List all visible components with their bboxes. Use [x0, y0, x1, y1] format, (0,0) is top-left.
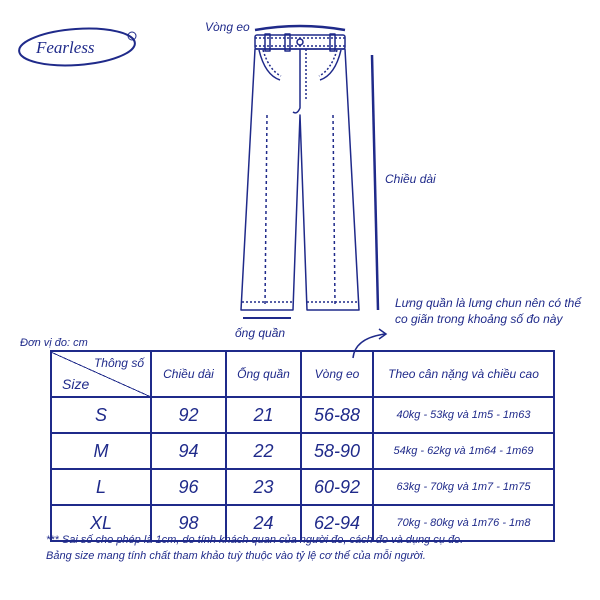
waist-cell: 60-92 — [301, 469, 373, 505]
table-row — [51, 433, 554, 469]
length-cell: 96 — [151, 469, 226, 505]
corner-bottom-label: Size — [62, 376, 90, 392]
waist-cell: 56-88 — [301, 397, 373, 433]
pants-illustration — [225, 20, 385, 325]
table-row — [51, 469, 554, 505]
corner-top-label: Thông số — [93, 356, 144, 370]
header-length: Chiều dài — [151, 351, 226, 397]
table-row — [51, 397, 554, 433]
waist-cell: 62-94 — [301, 505, 373, 541]
brand-logo — [14, 24, 144, 70]
tolerance-note: *** Sai số cho phép là 1cm, do tính khách quan của người đo, cách đo và dụng cụ đo. — [46, 534, 464, 546]
length-cell: 92 — [151, 397, 226, 433]
elastic-note-line1: Lưng quần là lưng chun nên có thể — [395, 296, 582, 310]
pants-diagram — [225, 20, 385, 325]
header-hem: Ống quần — [226, 351, 301, 397]
waist-cell: 58-90 — [301, 433, 373, 469]
size-table — [50, 350, 555, 542]
length-label: Chiều dài — [385, 172, 436, 186]
fit-cell: 40kg - 53kg và 1m5 - 1m63 — [373, 397, 554, 433]
fit-cell: 63kg - 70kg và 1m7 - 1m75 — [373, 469, 554, 505]
waist-label: Vòng eo — [205, 20, 250, 34]
table-header-row — [51, 351, 554, 397]
fit-cell: 54kg - 62kg và 1m64 - 1m69 — [373, 433, 554, 469]
hem-cell: 21 — [226, 397, 301, 433]
unit-label: Đơn vị đo: cm — [20, 337, 88, 349]
size-cell: M — [51, 433, 151, 469]
size-cell: L — [51, 469, 151, 505]
logo-oval — [14, 24, 144, 70]
reference-note: Bảng size mang tính chất tham khảo tuỳ thuộc vào tỷ lệ cơ thể của mỗi người. — [46, 550, 426, 562]
hem-cell: 23 — [226, 469, 301, 505]
header-waist: Vòng eo — [301, 351, 373, 397]
hem-label: ống quần — [235, 326, 286, 340]
logo-text: Fearless — [36, 38, 95, 57]
size-cell: XL — [51, 505, 151, 541]
length-cell: 94 — [151, 433, 226, 469]
hem-cell: 22 — [226, 433, 301, 469]
elastic-note-line2: co giãn trong khoảng số đo này — [395, 312, 563, 326]
fit-cell: 70kg - 80kg và 1m76 - 1m8 — [373, 505, 554, 541]
table-corner-cell — [51, 351, 151, 397]
header-fit: Theo cân nặng và chiều cao — [373, 351, 554, 397]
length-cell: 98 — [151, 505, 226, 541]
size-cell: S — [51, 397, 151, 433]
hem-cell: 24 — [226, 505, 301, 541]
